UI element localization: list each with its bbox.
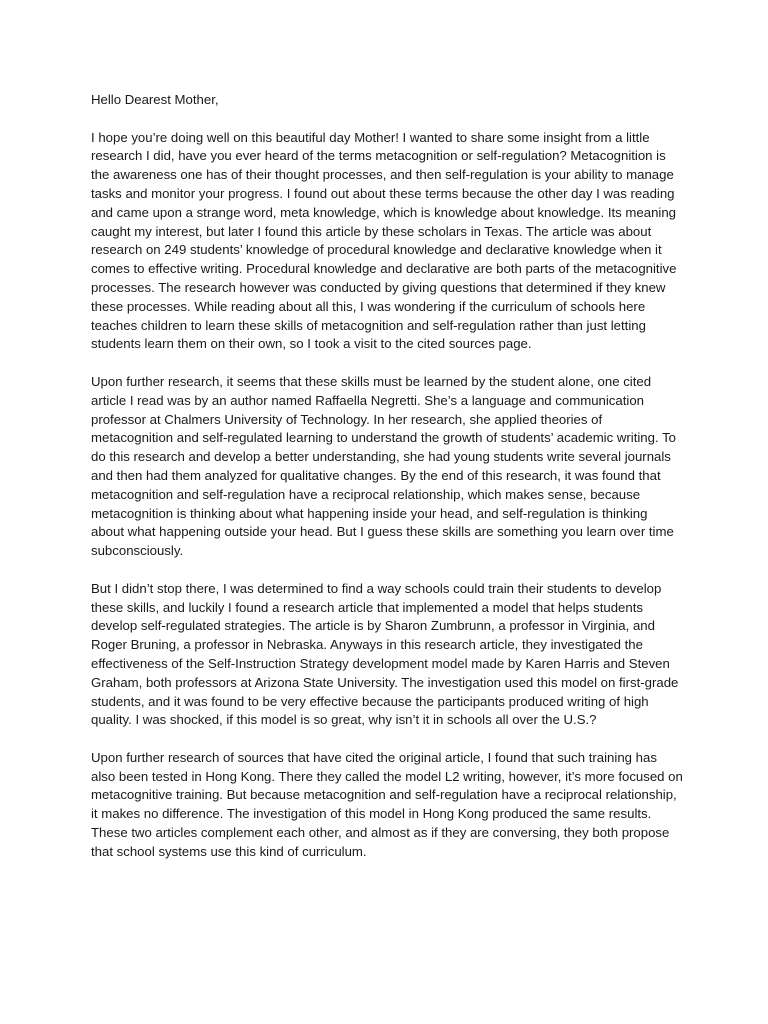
paragraph-intro: I hope you’re doing well on this beautiful day Mother! I wanted to share some insight from a little research I did, have you ever heard of the terms metacognition or self-regulation? Metacognition is the awareness one has of their thought processes, and then self-regulation is your ability to manage tasks and monitor your progress. I found out about these terms because the other day I was reading and came upon a strange word, meta knowledge, which is knowledge about knowledge. Its meaning caught my interest, but later I found this article by these scholars in Texas. The article was about research on 249 students’ knowledge of procedural knowledge and declarative knowledge when it comes to effective writing. Procedural knowledge and declarative are both parts of the metacognitive processes. The research however was conducted by giving questions that determined if they knew these processes. While reading about all this, I was wondering if the curriculum of schools here teaches children to learn these skills of metacognition and self-regulation rather than just letting students learn them on their own, so I took a visit to the cited sources page. xyxy=(91,129,677,352)
letter-body xyxy=(91,91,683,880)
paragraph-hong-kong: Upon further research of sources that have cited the original article, I found that such training has also been tested in Hong Kong. There they called the model L2 writing, however, it’s more focused on metacognitive training. But because metacognition and self-regulation have a reciprocal relationship, it makes no difference. The investigation of this model in Hong Kong produced the same results. These two articles complement each other, and almost as if they are conversing, they both propose that school systems use this kind of curriculum. xyxy=(91,749,683,859)
paragraph-negretti: Upon further research, it seems that these skills must be learned by the student alone, one cited article I read was by an author named Raffaella Negretti. She’s a language and communication professor at Chalmers University of Technology. In her research, she applied theories of metacognition and self-regulated learning to understand the growth of students’ academic writing. To do this research and develop a better understanding, she had young students write several journals and then had them analyzed for qualitative changes. By the end of this research, it was found that metacognition and self-regulation have a reciprocal relationship, which makes sense, because metacognition is thinking about what happening inside your head, and self-regulation is thinking about what happening outside your head. But I guess these skills are something you learn over time subconsciously. xyxy=(91,373,676,559)
salutation: Hello Dearest Mother, xyxy=(91,92,219,107)
paragraph-zumbrunn-bruning: But I didn’t stop there, I was determined to find a way schools could train their students to develop these skills, and luckily I found a research article that implemented a model that helps students develop self-regulated strategies. The article is by Sharon Zumbrunn, a professor in Virginia, and Roger Bruning, a professor in Nebraska. Anyways in this research article, they investigated the effectiveness of the Self-Instruction Strategy development model made by Karen Harris and Steven Graham, both professors at Arizona State University. The investigation used this model on first-grade students, and it was found to be very effective because the participants produced writing of high quality. I was shocked, if this model is so great, why isn’t it in schools all over the U.S.? xyxy=(91,580,679,728)
